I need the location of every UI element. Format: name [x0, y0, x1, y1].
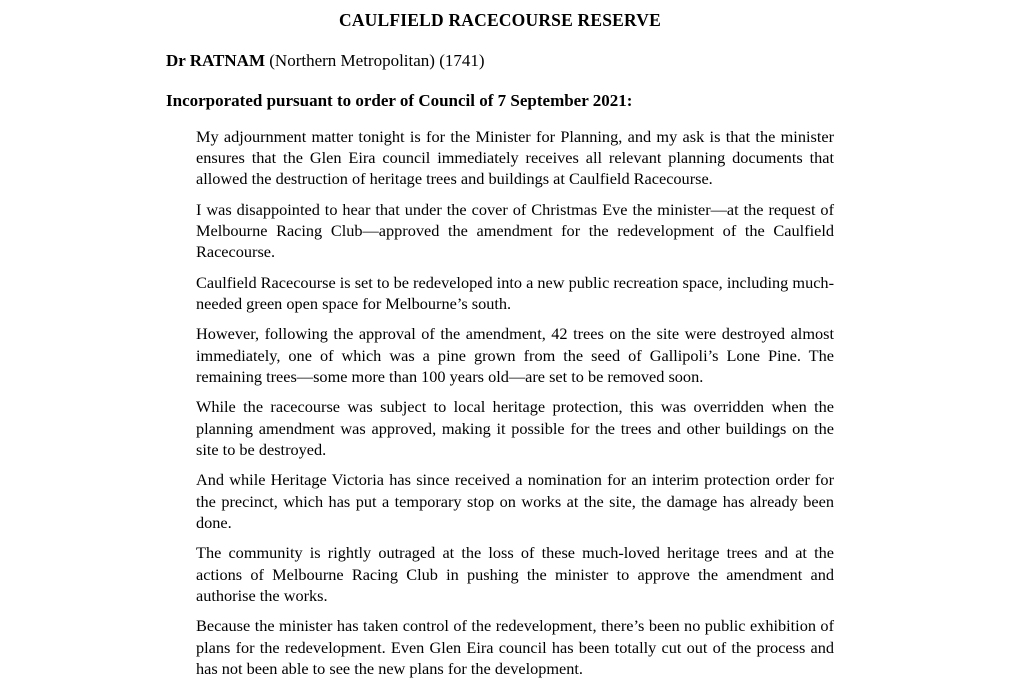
speech-body [166, 126, 834, 679]
paragraph: Because the minister has taken control of the redevelopment, there’s been no public exhibition of plans for the redevelopment. Even Glen Eira council has been totally cut out of the process and has not been able to see the new plans for the development. [196, 615, 834, 679]
incorporation-note: Incorporated pursuant to order of Council of 7 September 2021: [166, 90, 834, 111]
paragraph: And while Heritage Victoria has since received a nomination for an interim protection order for the precinct, which has put a temporary stop on works at the site, the damage has already been done. [196, 469, 834, 533]
paragraph: Caulfield Racecourse is set to be redeveloped into a new public recreation space, including much-needed green open space for Melbourne’s south. [196, 272, 834, 315]
paragraph: While the racecourse was subject to local heritage protection, this was overridden when the planning amendment was approved, making it possible for the trees and other buildings on the site to be destroyed. [196, 396, 834, 460]
paragraph: The community is rightly outraged at the loss of these much-loved heritage trees and at the actions of Melbourne Racing Club in pushing the minister to approve the amendment and authorise the works. [196, 542, 834, 606]
speaker-line [166, 50, 834, 71]
speaker-details: (Northern Metropolitan) (1741) [265, 51, 485, 70]
speaker-name: Dr RATNAM [166, 51, 265, 70]
paragraph: I was disappointed to hear that under the cover of Christmas Eve the minister—at the request of Melbourne Racing Club—approved the amendment for the redevelopment of the Caulfield Racecourse. [196, 199, 834, 263]
paragraph: My adjournment matter tonight is for the Minister for Planning, and my ask is that the minister ensures that the Glen Eira council immediately receives all relevant planning documents that allowed the destruction of heritage trees and buildings at Caulfield Racecourse. [196, 126, 834, 190]
paragraph: However, following the approval of the amendment, 42 trees on the site were destroyed almost immediately, one of which was a pine grown from the seed of Gallipoli’s Lone Pine. The remaining trees—some more than 100 years old—are set to be removed soon. [196, 323, 834, 387]
page-title: CAULFIELD RACECOURSE RESERVE [166, 10, 834, 31]
